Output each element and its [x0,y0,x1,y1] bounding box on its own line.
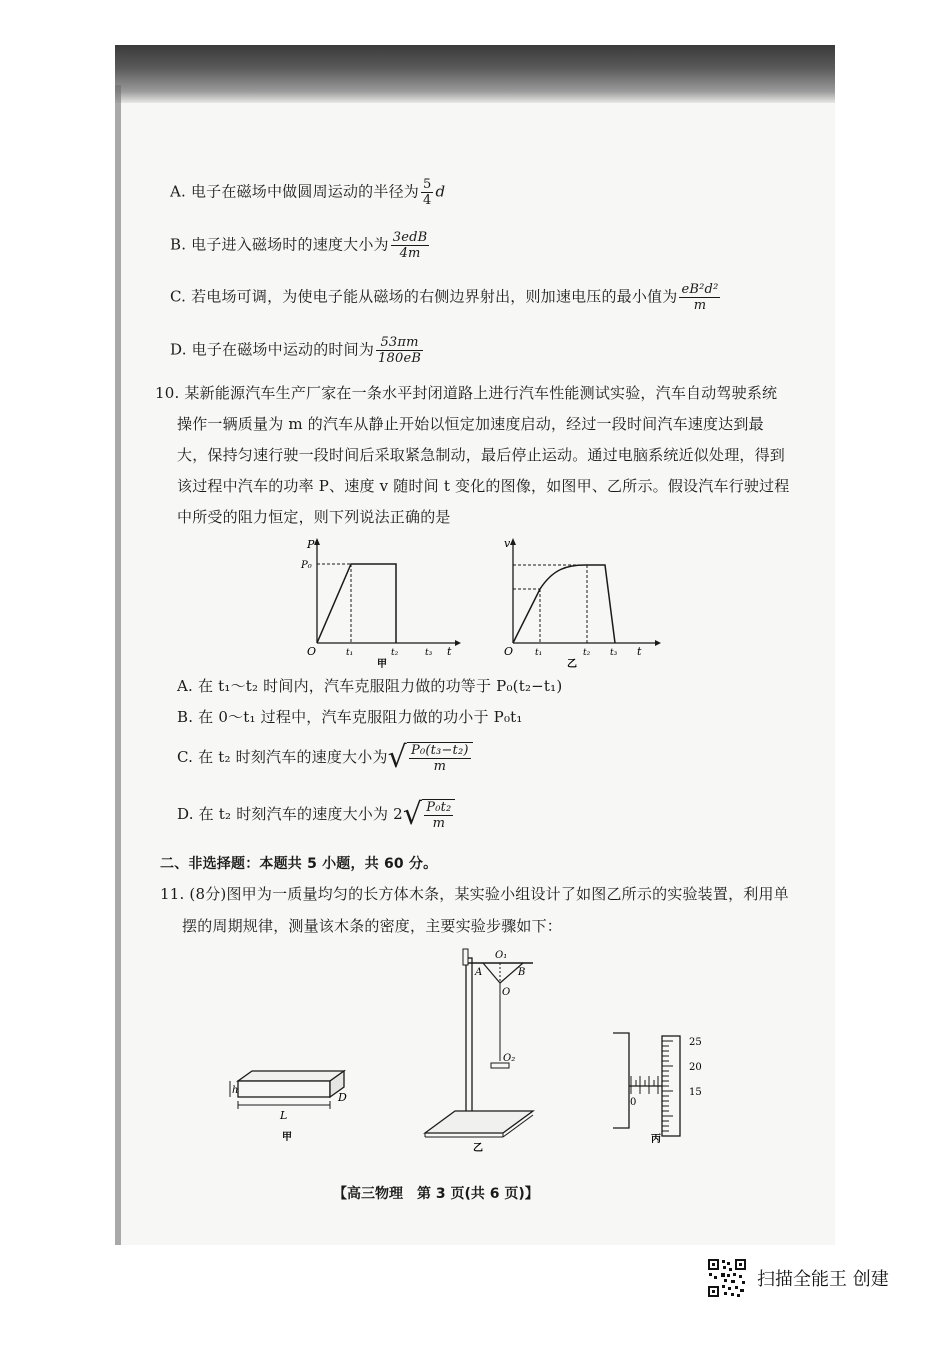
figure-bing-caption: 丙 [651,1134,661,1143]
q10-option-a: A. 在 t₁～t₂ 时间内，汽车克服阻力做的功等于 P₀(t₂−t₁) [177,677,563,695]
graph-jia-t-axis: t [447,645,452,658]
graph-yi-t1: t₁ [535,648,543,658]
graph-yi-origin: O [504,645,514,658]
q11-stem-line1: 11. (8分)图甲为一质量均匀的长方体木条，某实验小组设计了如图乙所示的实验装置，利用单 [160,885,789,903]
q10-stem-line5: 中所受的阻力恒定，则下列说法正确的是 [177,508,451,526]
q10-stem-line4: 该过程中汽车的功率 P、速度 v 随时间 t 变化的图像，如图甲、乙所示。假设汽车行驶过程 [177,477,790,495]
graph-jia-y-label: P [307,538,315,551]
section-heading: 二、非选择题：本题共 5 小题，共 60 分。 [160,856,438,872]
graph-jia-t1: t₁ [346,648,354,658]
wood-bar-h-label: h [232,1085,239,1096]
graph-jia-origin: O [307,645,317,658]
scanner-watermark [707,1258,889,1298]
q9-option-a: A. 电子在磁场中做圆周运动的半径为 $\frac{5}{4}$ d [170,177,446,208]
page-footer: 【高三物理 第 3 页(共 6 页)】 [333,1186,539,1202]
scanned-page [115,45,835,1245]
wood-bar-D-label: D [338,1091,347,1104]
pendulum-b-label: B [518,967,526,978]
graph-jia-p0-label: P₀ [301,560,312,571]
graph-yi-caption: 乙 [567,659,577,668]
q10-stem-line1: 10. 某新能源汽车生产厂家在一条水平封闭道路上进行汽车性能测试实验，汽车自动驾驶系统 [155,384,778,402]
watermark-text: 扫描全能王 创建 [757,1269,889,1290]
figure-wood-bar [220,1065,360,1145]
q10-option-d: D. 在 t₂ 时刻汽车的速度大小为 2√ $\frac{\text{P₀t₂}}{m}$ [177,799,455,831]
scale-mark-15: 15 [689,1087,702,1098]
q9-option-d: D. 电子在磁场中运动的时间为 $\frac{53\pi m}{180eB}$ [170,335,422,366]
graph-yi-y-label: v [504,537,511,550]
graph-velocity-time [495,533,665,668]
q10-stem-line2: 操作一辆质量为 m 的汽车从静止开始以恒定加速度启动，经过一段时间汽车速度达到最 [177,415,764,433]
graph-yi-t2: t₂ [583,648,591,658]
scan-shadow-left [115,85,121,1245]
q11-stem-line2: 摆的周期规律，测量该木条的密度，主要实验步骤如下： [182,917,563,935]
pendulum-o2-label: O₂ [503,1053,516,1064]
graph-yi-t-axis: t [637,645,642,658]
q9-option-b: B. 电子进入磁场时的速度大小为 $\frac{\text{3edB}}{4m}$ [170,230,428,261]
figure-yi-caption: 乙 [473,1143,483,1153]
q9-option-c: C. 若电场可调，为使电子能从磁场的右侧边界射出，则加速电压的最小值为 $\frac{\text{eB²d²}}{m}$ [170,282,719,313]
q10-stem-line3: 大，保持匀速行驶一段时间后采取紧急制动，最后停止运动。通过电脑系统近似处理，得到 [177,446,786,464]
figure-micrometer-scale [607,1028,727,1143]
graph-yi-t3: t₃ [610,648,618,658]
wood-bar-L-label: L [280,1109,288,1122]
pendulum-o-label: O [502,987,511,998]
scale-mark-25: 25 [689,1037,702,1048]
graph-jia-t3: t₃ [425,648,433,658]
q10-option-c: C. 在 t₂ 时刻汽车的速度大小为√ $\frac{\text{P₀(t₃−t₂)}}{m}$ [177,742,473,774]
pendulum-o1-label: O₁ [495,950,508,961]
graph-jia-t2: t₂ [391,648,399,658]
qr-code-icon [707,1258,747,1298]
graph-power-time [295,533,465,668]
scale-mark-20: 20 [689,1062,702,1073]
pendulum-a-label: A [475,967,483,978]
q10-option-b: B. 在 0～t₁ 过程中，汽车克服阻力做的功小于 P₀t₁ [177,708,523,726]
figure-jia-caption: 甲 [282,1132,292,1143]
scan-shadow-top [115,45,835,103]
figure-pendulum-stand [415,943,545,1153]
scale-zero-label: 0 [630,1097,637,1108]
graph-jia-caption: 甲 [377,659,387,668]
